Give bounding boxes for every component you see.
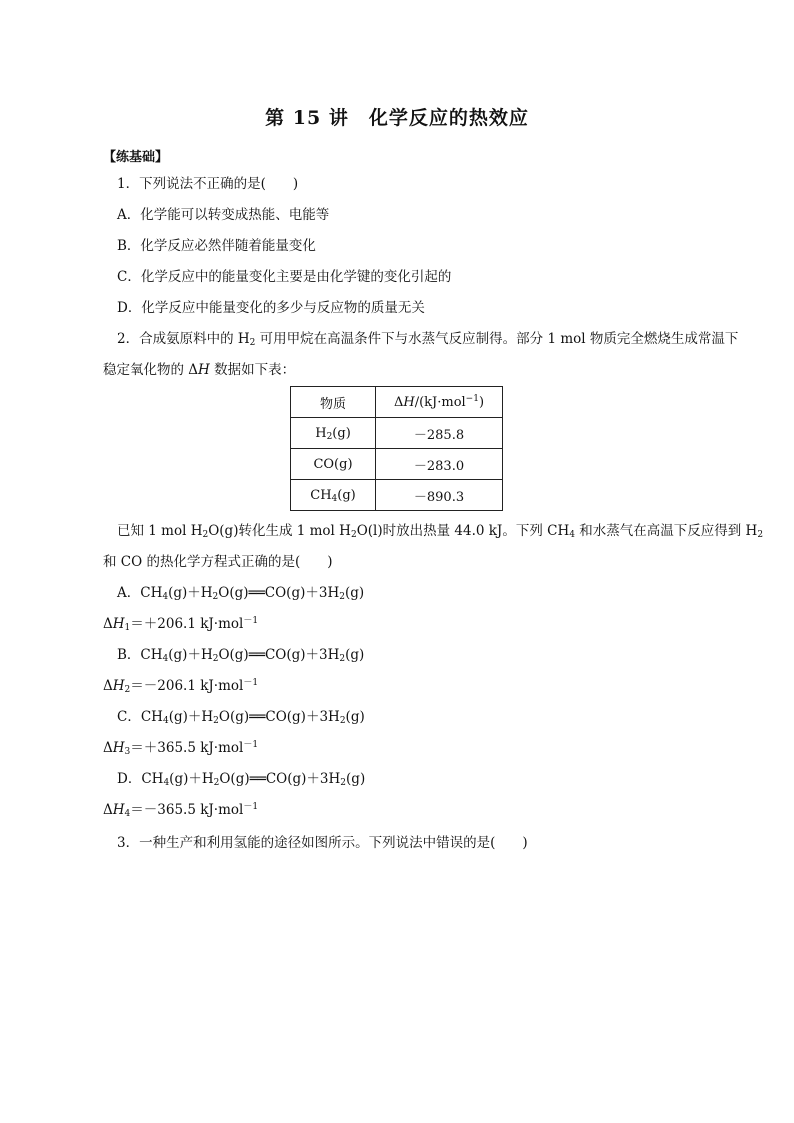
- page-title: 第 15 讲 化学反应的热效应: [265, 107, 529, 129]
- cell-value: －285.8: [376, 418, 503, 449]
- enthalpy-table: [290, 386, 503, 511]
- q2-option-a-equation: A．$CH_4(g)+H_2O(g)══CO(g)+3H_2(g)$: [117, 585, 365, 602]
- header-substance: 物质: [291, 387, 376, 418]
- section-heading: 【练基础】: [103, 150, 169, 165]
- q2-info-line1: 已知 1 mol $H_2O(g)$转化生成 1 mol $H_2O(l)$时放出热量 44.0 kJ。下列 $CH_4$ 和水蒸气在高温下反应得到 $H_2$: [117, 523, 764, 540]
- q2-option-d-enthalpy: $\Delta H_4=-365.5$ kJ·mol$^{-1}$: [103, 802, 259, 819]
- cell-substance: $H_2(g)$: [291, 418, 376, 449]
- table-row: [291, 418, 503, 449]
- cell-substance: CO(g): [291, 449, 376, 480]
- header-enthalpy: ΔH/(kJ·mol$^{-1}$): [376, 387, 503, 418]
- q2-stem-line2: 稳定氧化物的 ΔH 数据如下表：: [103, 362, 296, 378]
- q2-stem-line1: 2．合成氨原料中的 $H_2$ 可用甲烷在高温条件下与水蒸气反应制得。部分 1 mol 物质完全燃烧生成常温下: [117, 331, 739, 348]
- q2-option-c-equation: C．$CH_4(g)+H_2O(g)══CO(g)+3H_2(g)$: [117, 709, 365, 726]
- cell-substance: $CH_4(g)$: [291, 480, 376, 511]
- q3-stem: 3．一种生产和利用氢能的途径如图所示。下列说法中错误的是( ): [117, 835, 528, 851]
- q1-option-d: D．化学反应中能量变化的多少与反应物的质量无关: [117, 300, 425, 316]
- cell-value: －890.3: [376, 480, 503, 511]
- q2-option-a-enthalpy: $\Delta H_1=+206.1$ kJ·mol$^{-1}$: [103, 616, 259, 633]
- table-header-row: [291, 387, 503, 418]
- q2-option-b-enthalpy: $\Delta H_2=-206.1$ kJ·mol$^{-1}$: [103, 678, 259, 695]
- q2-option-c-enthalpy: $\Delta H_3=+365.5$ kJ·mol$^{-1}$: [103, 740, 259, 757]
- q1-option-c: C．化学反应中的能量变化主要是由化学键的变化引起的: [117, 269, 452, 285]
- q2-option-d-equation: D．$CH_4(g)+H_2O(g)══CO(g)+3H_2(g)$: [117, 771, 366, 788]
- table-row: [291, 449, 503, 480]
- q2-option-b-equation: B．$CH_4(g)+H_2O(g)══CO(g)+3H_2(g)$: [117, 647, 365, 664]
- table-row: [291, 480, 503, 511]
- q2-info-line2: 和 CO 的热化学方程式正确的是( ): [103, 554, 333, 570]
- q1-option-a: A．化学能可以转变成热能、电能等: [117, 207, 330, 223]
- cell-value: －283.0: [376, 449, 503, 480]
- q1-stem: 1．下列说法不正确的是( ): [117, 176, 299, 192]
- q1-option-b: B．化学反应必然伴随着能量变化: [117, 238, 316, 254]
